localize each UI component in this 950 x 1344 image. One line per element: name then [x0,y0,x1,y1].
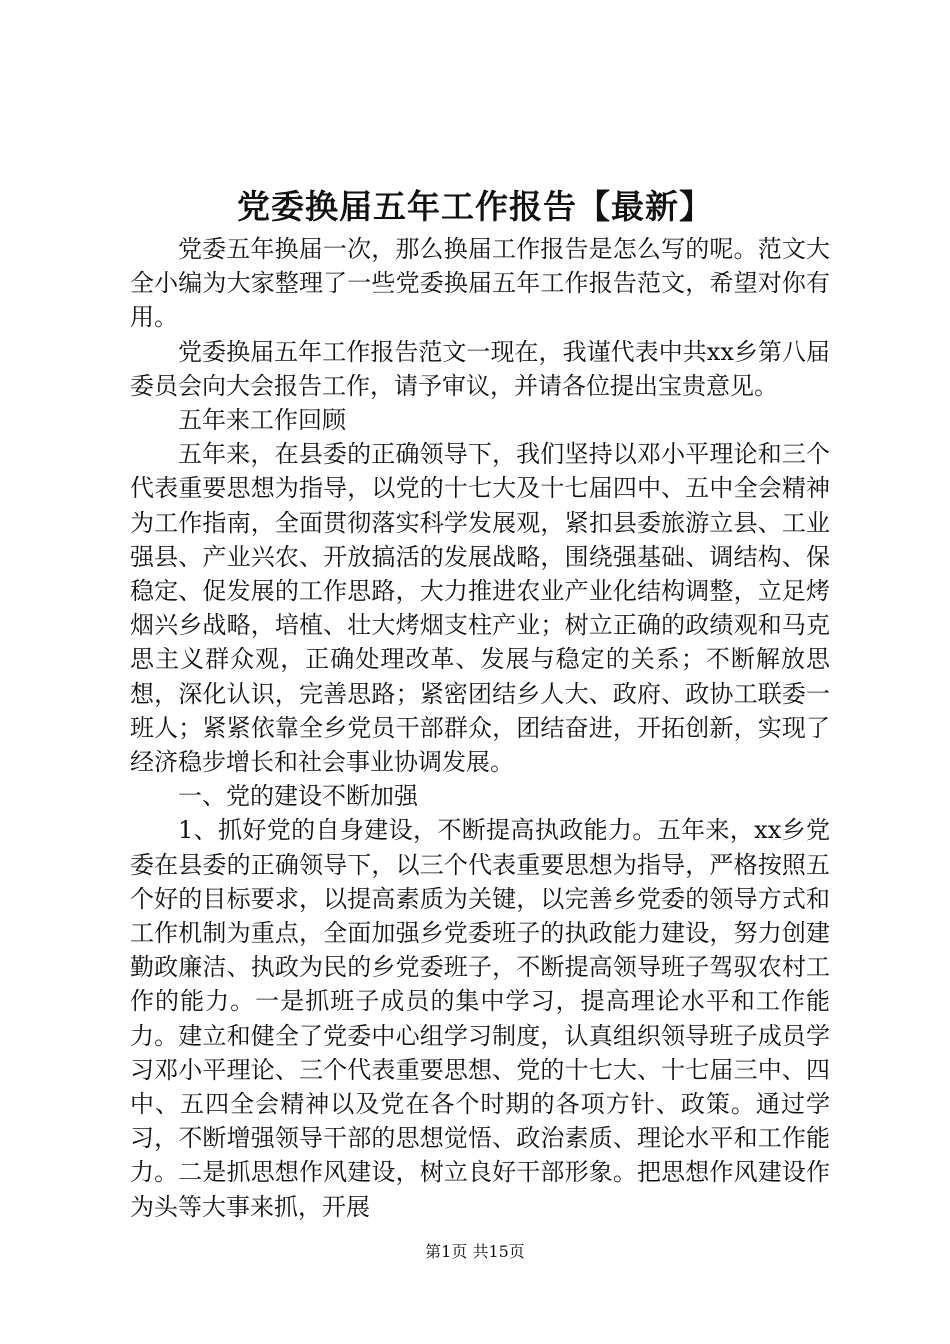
paragraph-sample-one: 党委换届五年工作报告范文一现在，我谨代表中共xx乡第八届委员会向大会报告工作，请予审议，并请各位提出宝贵意见。 [130,337,830,400]
section-heading-review: 五年来工作回顾 [178,406,346,435]
paragraph-intro: 党委五年换届一次，那么换届工作报告是怎么写的呢。范文大全小编为大家整理了一些党委换届五年工作报告范文，希望对你有用。 [130,235,830,332]
section-heading-party-building: 一、党的建设不断加强 [178,782,418,811]
paragraph-party-building: 1、抓好党的自身建设，不断提高执政能力。五年来，xx乡党委在县委的正确领导下，以三个代表重要思想为指导，严格按照五个好的目标要求，以提高素质为关键，以完善乡党委的领导方式和工作机制为重点，全面加强乡党委班子的执政能力建设，努力创建勤政廉洁、执政为民的乡党委班子，不断提高领导班子驾驭农村工作的能力。一是抓班子成员的集中学习，提高理论水平和工作能力。建立和健全了党委中心组学习制度，认真组织领导班子成员学习邓小平理论、三个代表重要思想、党的十七大、十七届三中、四中、五四全会精神以及党在各个时期的各项方针、政策。通过学习，不断增强领导干部的思想觉悟、政治素质、理论水平和工作能力。二是抓思想作风建设，树立良好干部形象。把思想作风建设作为头等大事来抓，开展 [130,816,830,1221]
document-body [130,232,830,1224]
page-footer: 第1页 共15页 [425,1242,525,1261]
document-title: 党委换届五年工作报告【最新】 [237,187,713,226]
paragraph-review: 五年来，在县委的正确领导下，我们坚持以邓小平理论和三个代表重要思想为指导，以党的十七大及十七届四中、五中全会精神为工作指南，全面贯彻落实科学发展观，紧扣县委旅游立县、工业强县、产业兴农、开放搞活的发展战略，围绕强基础、调结构、保稳定、促发展的工作思路，大力推进农业产业化结构调整，立足烤烟兴乡战略，培植、壮大烤烟支柱产业；树立正确的政绩观和马克思主义群众观，正确处理改革、发展与稳定的关系；不断解放思想，深化认识，完善思路；紧密团结乡人大、政府、政协工联委一班人；紧紧依靠全乡党员干部群众，团结奋进，开拓创新，实现了经济稳步增长和社会事业协调发展。 [130,440,830,777]
